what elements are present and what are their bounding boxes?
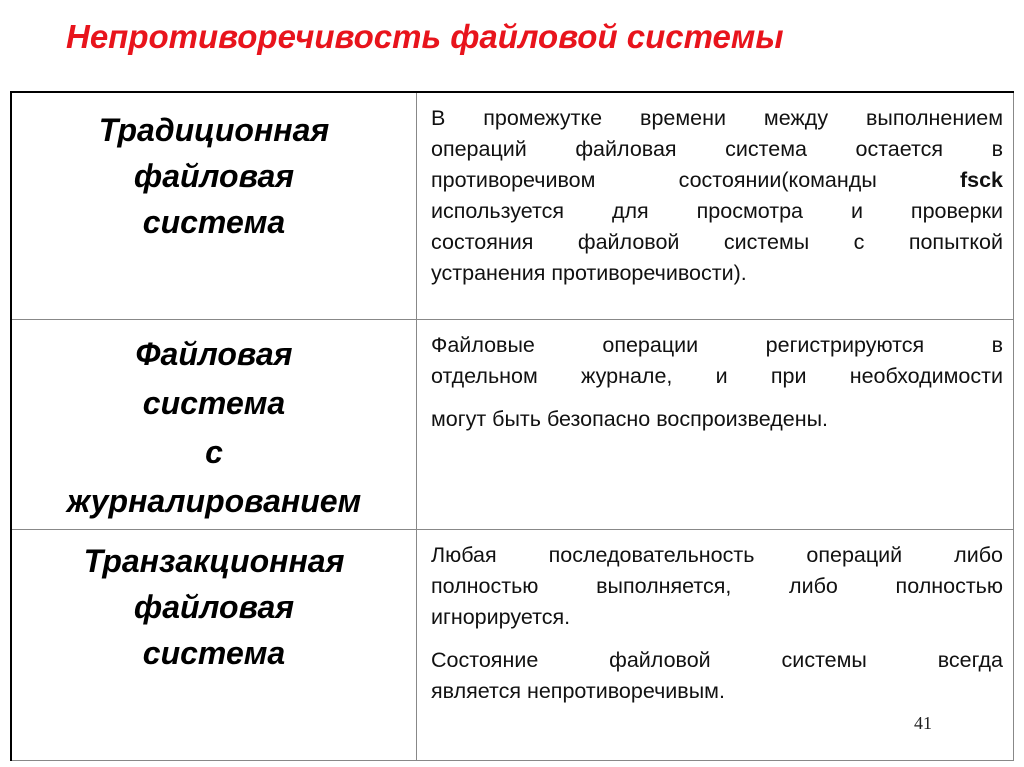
term-transactional	[12, 530, 416, 676]
term-traditional	[12, 93, 416, 245]
desc-line	[431, 165, 1003, 196]
term-line: с	[205, 433, 223, 470]
desc-cell	[417, 92, 1014, 319]
term-cell	[11, 92, 417, 319]
term-line: Транзакционная	[83, 542, 345, 579]
desc-line: могут быть безопасно воспроизведены.	[431, 406, 829, 431]
desc-line: Файловые операции регистрируются в	[431, 332, 1003, 357]
comparison-table	[10, 91, 1014, 761]
desc-line: полностью выполняется, либо полностью	[431, 573, 1003, 598]
term-line: система	[142, 634, 286, 671]
term-line: система	[142, 384, 286, 421]
fsck-command: fsck	[959, 168, 1003, 192]
table-row	[11, 319, 1014, 529]
term-cell	[11, 319, 417, 529]
term-journaling	[12, 320, 416, 526]
desc-line: Состояние файловой системы всегда	[431, 647, 1003, 672]
desc-line: используется для просмотра и проверки	[431, 199, 1003, 223]
table-row	[11, 529, 1014, 760]
term-line: журналированием	[66, 482, 362, 519]
desc-line: отдельном журнале, и при необходимости	[431, 363, 1003, 388]
desc-transactional	[417, 530, 1013, 707]
slide-title: Непротиворечивость файловой системы	[66, 18, 784, 55]
desc-text: противоречивом состоянии(команды	[431, 168, 960, 192]
term-line: файловая	[133, 158, 295, 194]
desc-cell	[417, 319, 1014, 529]
term-line: Файловая	[135, 335, 293, 372]
desc-line: игнорируется.	[431, 604, 571, 629]
desc-line: В промежутке времени между выполнением	[431, 106, 1003, 130]
desc-line: операций файловая система остается в	[431, 137, 1003, 161]
page-number: 41	[914, 713, 932, 733]
desc-journaling	[417, 320, 1013, 435]
term-line: система	[142, 204, 286, 240]
desc-line: устранения противоречивости).	[431, 261, 747, 285]
table-row	[11, 92, 1014, 319]
paragraph-gap	[431, 633, 1003, 645]
term-cell	[11, 529, 417, 760]
term-line: Традиционная	[98, 112, 330, 148]
desc-line: состояния файловой системы с попыткой	[431, 230, 1003, 254]
term-line: файловая	[133, 588, 295, 625]
desc-line: Любая последовательность операций либо	[431, 542, 1003, 567]
desc-traditional	[417, 93, 1013, 289]
desc-line: является непротиворечивым.	[431, 678, 725, 703]
